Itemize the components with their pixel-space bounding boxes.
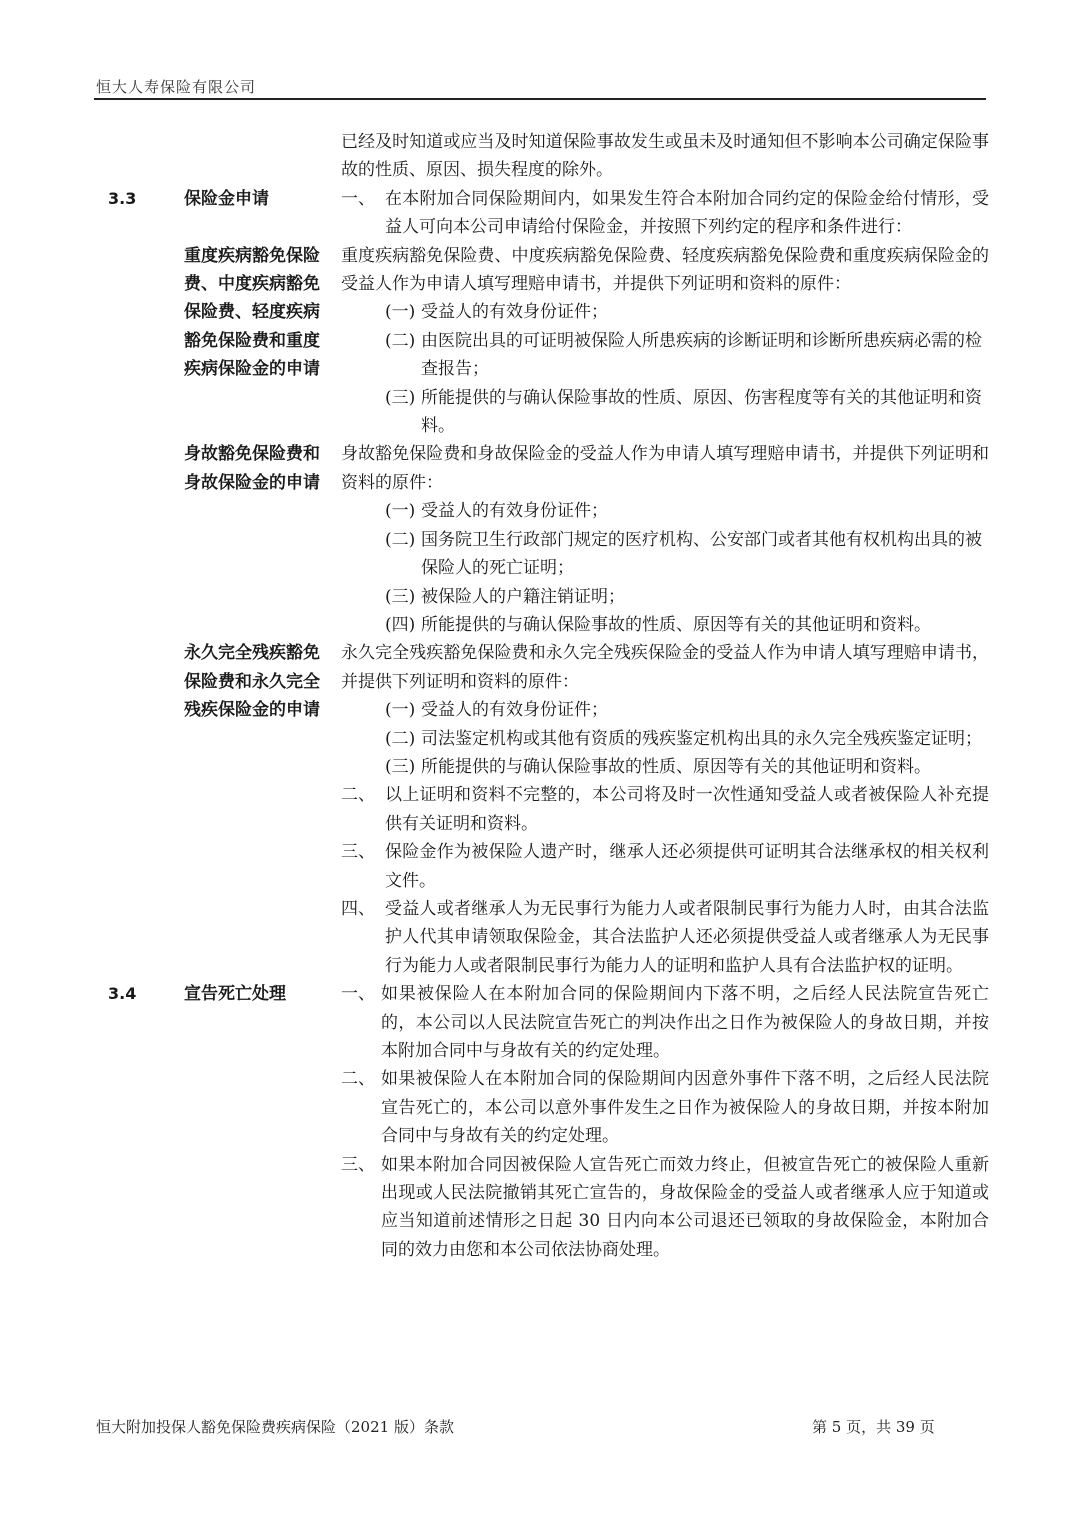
list-text: 被保险人的户籍注销证明； (421, 586, 625, 607)
list-text: 所能提供的与确认保险事故的性质、原因等有关的其他证明和资料。 (421, 756, 931, 777)
list-marker: (二) (385, 330, 416, 351)
list-item (385, 583, 989, 611)
list-text: 国务院卫生行政部门规定的医疗机构、公安部门或者其他有权机构出具的被保险人的死亡证明； (421, 529, 982, 579)
list-text: 所能提供的与确认保险事故的性质、原因、伤害程度等有关的其他证明和资料。 (421, 387, 982, 437)
clause-text: 在本附加合同保险期间内，如果发生符合本附加合同约定的保险金给付情形，受益人可向本公司申请给付保险金，并按照下列约定的程序和条件进行： (385, 188, 989, 238)
section-3-3 (96, 185, 990, 242)
header-divider (94, 98, 986, 100)
list-text: 受益人的有效身份证件； (421, 302, 608, 323)
list-marker: (三) (385, 756, 416, 777)
clause-item (341, 980, 989, 1065)
section-title: 保险金申请 (184, 188, 269, 209)
subsection-death (96, 440, 990, 639)
clause-marker: 三、 (341, 842, 375, 863)
clause-item (341, 1065, 989, 1150)
clause-text: 如果本附加合同因被保险人宣告死亡而效力终止，但被宣告死亡的被保险人重新出现或人民法院撤销其死亡宣告的，身故保险金的受益人或者继承人应于知道或应当知道前述情形之日起 30 日内向本公司退还已领取的身故保险金，本附加合同的效力由您和本公司依法协商处理。 (381, 1154, 989, 1260)
list-marker: (一) (385, 700, 416, 721)
clause-text: 以上证明和资料不完整的，本公司将及时一次性通知受益人或者被保险人补充提供有关证明和资料。 (385, 785, 989, 834)
clause-text: 保险金作为被保险人遗产时，继承人还必须提供可证明其合法继承权的相关权利文件。 (385, 842, 989, 891)
subsection-intro: 重度疾病豁免保险费、中度疾病豁免保险费、轻度疾病豁免保险费和重度疾病保险金的受益人作为申请人填写理赔申请书，并提供下列证明和资料的原件： (341, 245, 989, 295)
list-text: 由医院出具的可证明被保险人所患疾病的诊断证明和诊断所患疾病必需的检查报告； (421, 330, 982, 380)
footer-document-title: 恒大附加投保人豁免保险费疾病保险（2021 版）条款 (96, 1418, 454, 1436)
subsection-critical-illness (96, 242, 990, 441)
list-text: 所能提供的与确认保险事故的性质、原因等有关的其他证明和资料。 (421, 614, 931, 635)
continuation-paragraph (96, 128, 990, 185)
subsection-title: 身故豁免保险费和身故保险金的申请 (184, 444, 320, 493)
clause-item (341, 185, 989, 242)
section-number: 3.3 (108, 188, 137, 208)
list-marker: (四) (385, 614, 416, 635)
clause-marker: 一、 (341, 984, 375, 1005)
page-header: 恒大人寿保险有限公司 (96, 78, 257, 96)
list-item (385, 753, 989, 781)
clause-text: 如果被保险人在本附加合同的保险期间内下落不明，之后经人民法院宣告死亡的，本公司以人民法院宣告死亡的判决作出之日作为被保险人的身故日期，并按本附加合同中与身故有关的约定处理。 (381, 984, 989, 1061)
subsection-title: 永久完全残疾豁免保险费和永久完全残疾保险金的申请 (184, 643, 320, 721)
clause-marker: 二、 (341, 1069, 375, 1090)
subsection-intro: 永久完全残疾豁免保险费和永久完全残疾保险金的受益人作为申请人填写理赔申请书，并提供下列证明和资料的原件： (341, 643, 989, 692)
list-item (385, 384, 989, 441)
list-marker: (一) (385, 302, 416, 323)
clause-marker: 四、 (341, 898, 375, 919)
list-text: 受益人的有效身份证件； (421, 501, 608, 522)
list-text: 司法鉴定机构或其他有资质的残疾鉴定机构出具的永久完全残疾鉴定证明； (421, 728, 982, 749)
list-marker: (一) (385, 501, 416, 522)
section-number: 3.4 (108, 984, 137, 1004)
list-text: 受益人的有效身份证件； (421, 700, 608, 721)
footer-page-number: 第 5 页，共 39 页 (812, 1418, 935, 1436)
list-item (385, 327, 989, 384)
document-body (96, 128, 990, 1264)
list-marker: (三) (385, 387, 416, 408)
list-item (385, 298, 989, 326)
list-item (385, 526, 989, 583)
list-item (385, 696, 989, 724)
list-item (385, 497, 989, 525)
clause-item (341, 1151, 989, 1265)
subsection-intro: 身故豁免保险费和身故保险金的受益人作为申请人填写理赔申请书，并提供下列证明和资料的原件： (341, 444, 989, 493)
list-item (385, 611, 989, 639)
clause-marker: 一、 (341, 188, 375, 209)
clause-text: 受益人或者继承人为无民事行为能力人或者限制民事行为能力人时，由其合法监护人代其申请领取保险金，其合法监护人还必须提供受益人或者继承人为无民事行为能力人或者限制民事行为能力人的证明和监护人具有合法监护权的证明。 (385, 898, 989, 976)
clause-text: 如果被保险人在本附加合同的保险期间内因意外事件下落不明，之后经人民法院宣告死亡的，本公司以意外事件发生之日作为被保险人的身故日期，并按本附加合同中与身故有关的约定处理。 (381, 1069, 989, 1147)
section-3-4 (96, 980, 990, 1264)
section-title: 宣告死亡处理 (184, 984, 286, 1005)
clause-item (341, 895, 989, 980)
clause-marker: 三、 (341, 1154, 375, 1175)
subsection-title: 重度疾病豁免保险费、中度疾病豁免保险费、轻度疾病豁免保险费和重度疾病保险金的申请 (184, 245, 320, 380)
list-item (385, 725, 989, 753)
section-3-3-remaining (96, 781, 990, 980)
list-marker: (二) (385, 728, 416, 749)
continuation-text: 已经及时知道或应当及时知道保险事故发生或虽未及时通知但不影响本公司确定保险事故的性质、原因、损失程度的除外。 (341, 132, 989, 181)
clause-item (341, 781, 989, 838)
list-marker: (二) (385, 529, 416, 550)
clause-item (341, 838, 989, 895)
subsection-disability (96, 639, 990, 781)
clause-marker: 二、 (341, 785, 375, 806)
list-marker: (三) (385, 586, 416, 607)
